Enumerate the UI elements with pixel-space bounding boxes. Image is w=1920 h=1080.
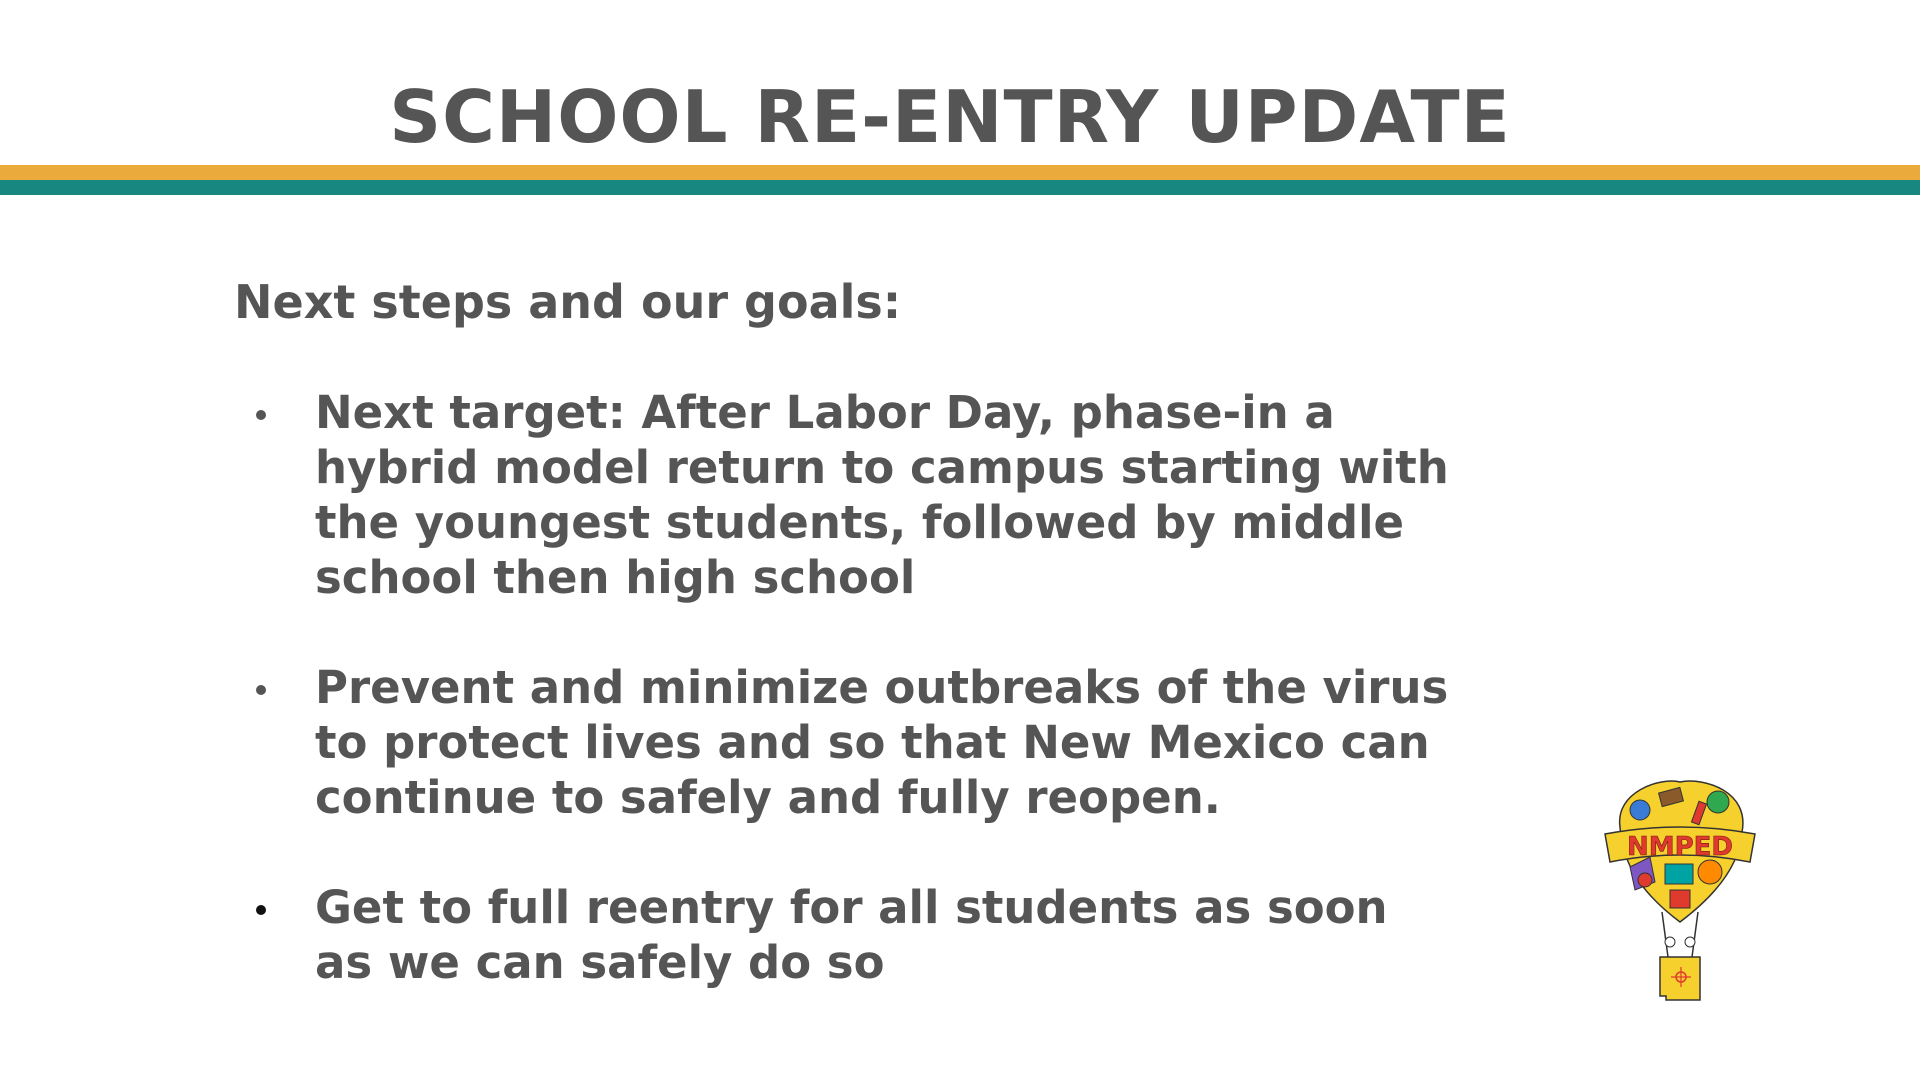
- bullet-list: [250, 385, 1450, 1045]
- logo-text: NMPED: [1626, 832, 1734, 862]
- accent-bar-gold: [0, 165, 1920, 180]
- bullet-text: Next target: After Labor Day, phase-in a hybrid model return to campus starting with the youngest students, followed by middle school then high school: [315, 386, 1449, 604]
- bullet-item: [250, 880, 1450, 990]
- bullet-item: [250, 660, 1450, 825]
- hot-air-balloon-logo-icon: [1605, 781, 1755, 1000]
- bullet-dot-icon: [256, 905, 266, 915]
- bullet-text: Get to full reentry for all students as soon as we can safely do so: [315, 881, 1388, 989]
- slide-title: SCHOOL RE-ENTRY UPDATE: [389, 75, 1511, 159]
- nmped-logo: [1600, 772, 1760, 1002]
- accent-bar-teal: [0, 180, 1920, 195]
- subheading: Next steps and our goals:: [234, 275, 902, 329]
- bullet-item: [250, 385, 1450, 605]
- bullet-dot-icon: [256, 410, 266, 420]
- bullet-dot-icon: [256, 685, 266, 695]
- bullet-text: Prevent and minimize outbreaks of the virus to protect lives and so that New Mexico can continue to safely and fully reopen.: [315, 661, 1449, 824]
